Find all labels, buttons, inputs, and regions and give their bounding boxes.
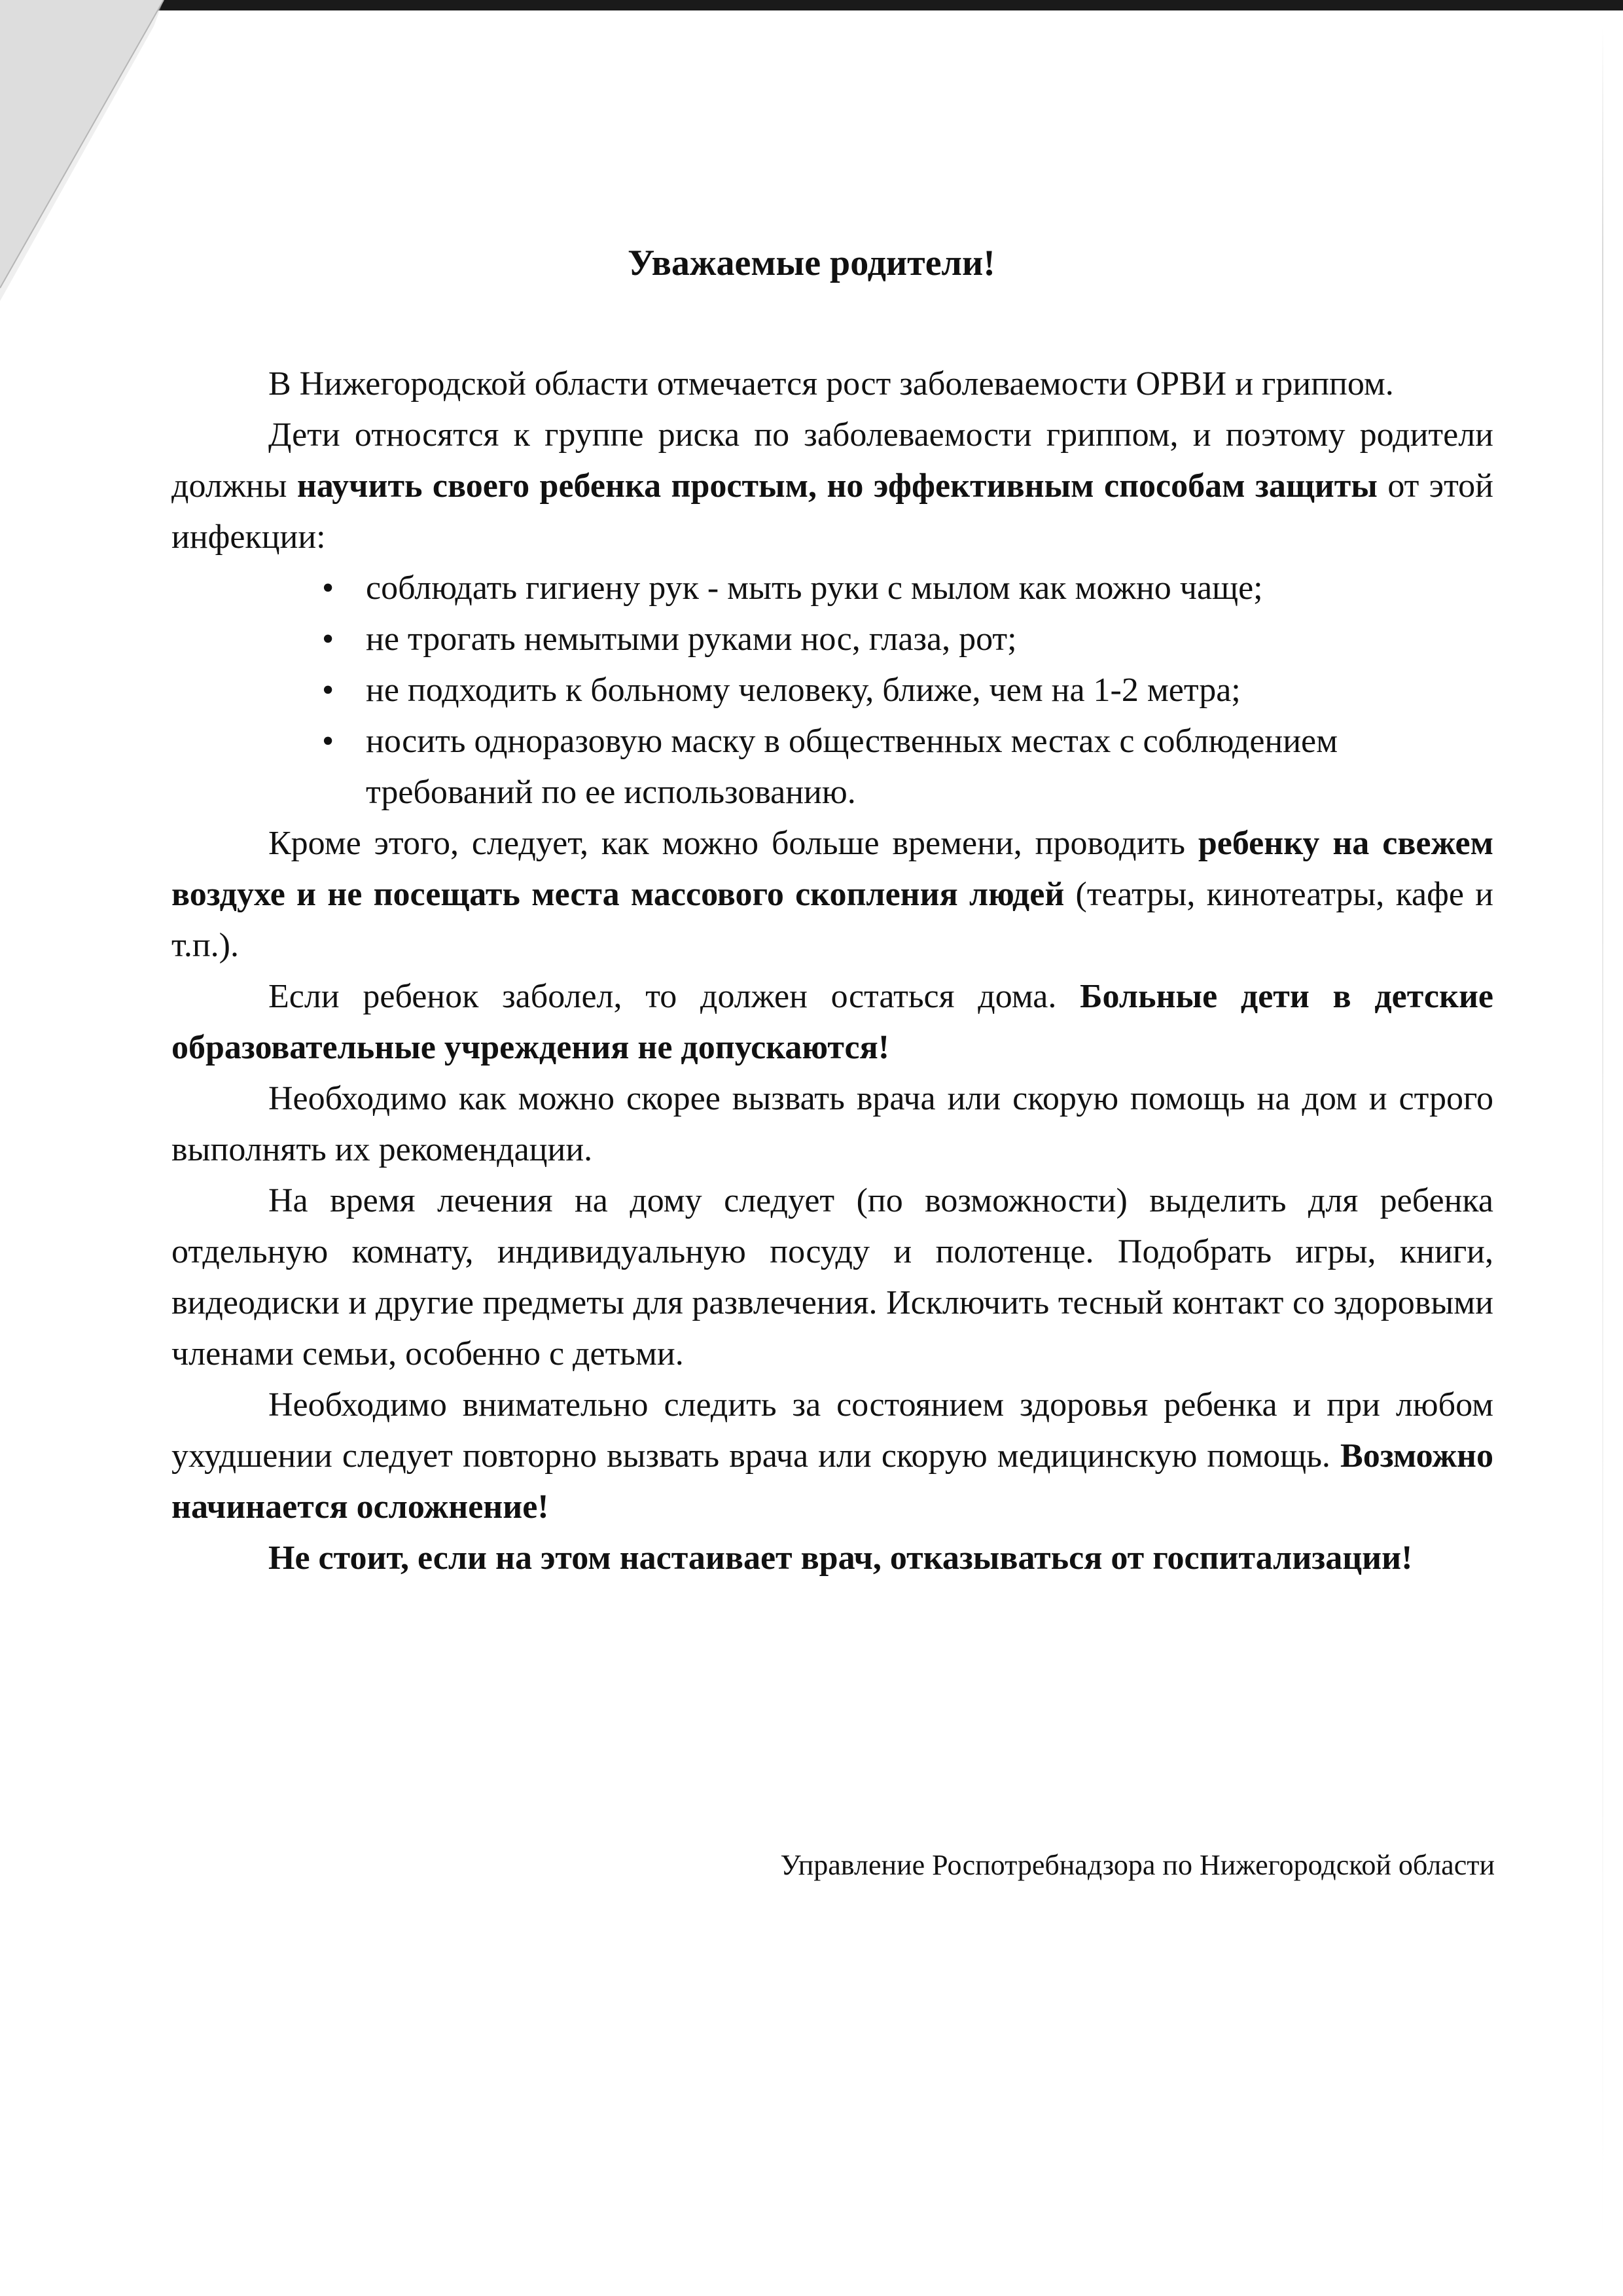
list-item-text: носить одноразовую маску в общественных местах с соблюдением требований по ее использованию. [366, 723, 1338, 811]
paragraph-fresh-air-bold: ребенку на свежем воздухе и не посещать места массового скопления людей [171, 825, 1493, 913]
list-item [171, 665, 1493, 716]
list-item [171, 563, 1493, 614]
list-item-text: соблюдать гигиену рук - мыть руки с мылом как можно чаще; [366, 569, 1263, 607]
paragraph-risk-group-end: от этой инфекции: [171, 467, 1493, 556]
paragraph-risk-group [171, 410, 1493, 563]
paragraph-stay-home-text: Если ребенок заболел, то должен остаться дома. [268, 978, 1080, 1015]
paragraph-monitoring [171, 1380, 1493, 1533]
list-item-text: не трогать немытыми руками нос, глаза, рот; [366, 620, 1017, 658]
paragraph-fresh-air-end: (театры, кинотеатры, кафе и т.п.). [171, 876, 1493, 964]
bullet-icon: • [322, 672, 334, 709]
list-item-text: не подходить к больному человеку, ближе, чем на 1-2 метра; [366, 672, 1241, 709]
list-item [171, 614, 1493, 665]
signature-authority: Управление Роспотребнадзора по Нижегородской области [780, 1849, 1495, 1881]
scan-top-border [0, 0, 1623, 10]
bullet-icon: • [322, 620, 334, 658]
bullet-icon: • [322, 723, 334, 760]
paragraph-risk-group-bold: научить своего ребенка простым, но эффективным способам защиты [296, 467, 1378, 505]
paragraph-stay-home [171, 971, 1493, 1073]
protection-list [171, 563, 1493, 818]
paragraph-home-treatment: На время лечения на дому следует (по возможности) выделить для ребенка отдельную комнату, индивидуальную посуду и полотенце. Подобрать игры, книги, видеодиски и другие предметы для развлечения. Исключить тесный контакт со здоровыми членами семьи, особенно с детьми. [171, 1182, 1493, 1372]
letter-body [171, 359, 1493, 1584]
paragraph-intro: В Нижегородской области отмечается рост заболеваемости ОРВИ и гриппом. [268, 365, 1394, 403]
paragraph-fresh-air-text: Кроме этого, следует, как можно больше времени, проводить [268, 825, 1198, 862]
paragraph-call-doctor: Необходимо как можно скорее вызвать врача или скорую помощь на дом и строго выполнять их рекомендации. [171, 1080, 1493, 1168]
paragraph-monitoring-bold: Возможно начинается осложнение! [171, 1437, 1493, 1526]
scan-edge-shadow [1602, 26, 1603, 2265]
paragraph-monitoring-text: Необходимо внимательно следить за состоянием здоровья ребенка и при любом ухудшении следует повторно вызвать врача или скорую медицинскую помощь. [171, 1386, 1493, 1475]
page-title: Уважаемые родители! [628, 243, 995, 283]
paragraph-fresh-air [171, 818, 1493, 971]
list-item [171, 716, 1493, 818]
bullet-icon: • [322, 569, 334, 607]
paragraph-hospitalization: Не стоит, если на этом настаивает врач, отказываться от госпитализации! [268, 1539, 1413, 1577]
paragraph-risk-group-text: Дети относятся к группе риска по заболеваемости гриппом, и поэтому родители должны [171, 416, 1493, 505]
paragraph-stay-home-bold: Больные дети в детские образовательные учреждения не допускаются! [171, 978, 1493, 1066]
